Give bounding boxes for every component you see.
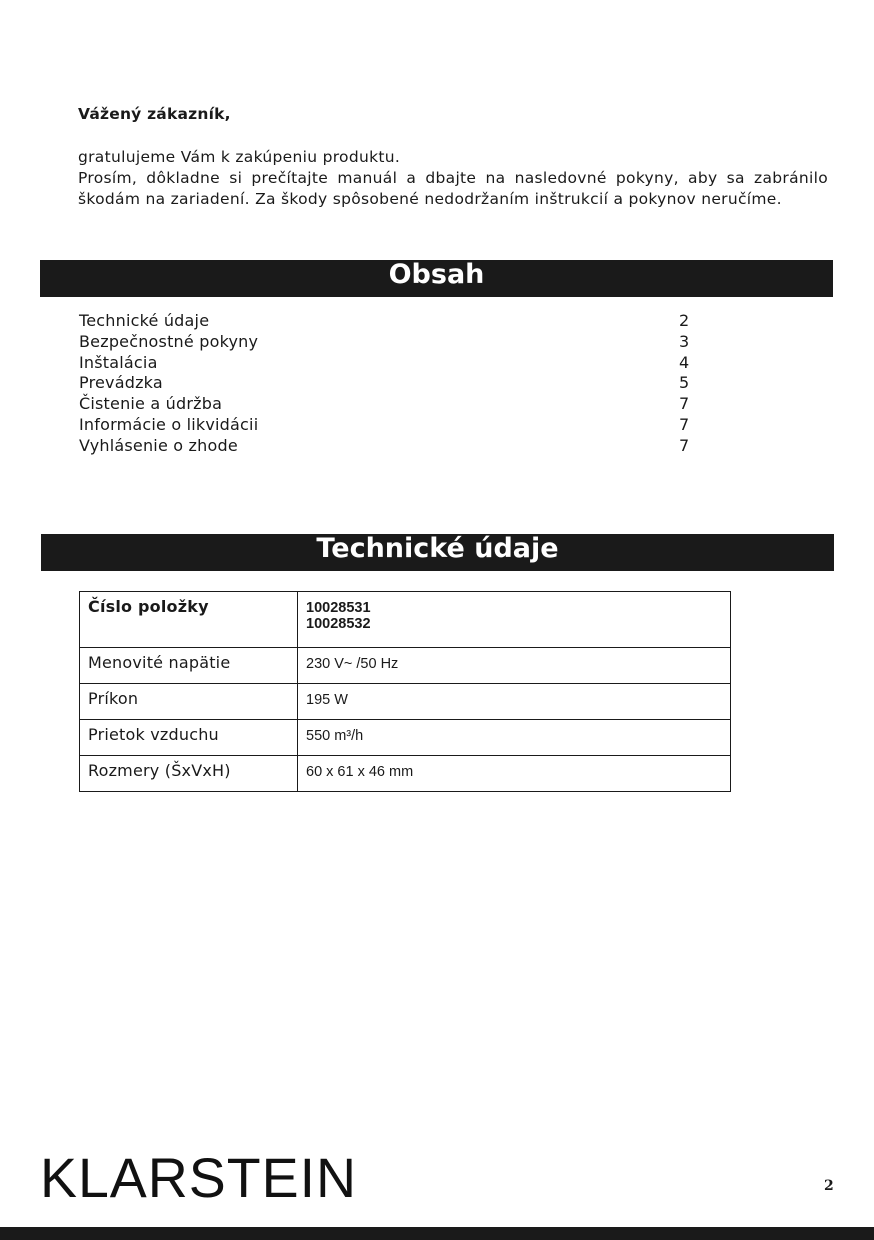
spec-value-line: 10028531	[306, 600, 371, 616]
spec-value: 230 V~ /50 Hz	[298, 648, 731, 684]
spec-value: 60 x 61 x 46 mm	[298, 756, 731, 792]
toc-item-page: 3	[679, 331, 690, 351]
toc-item[interactable]	[79, 332, 699, 353]
spec-value: 195 W	[298, 684, 731, 720]
toc-item-label: Inštalácia	[79, 352, 158, 372]
spec-key: Číslo položky	[80, 592, 298, 648]
table-row	[80, 684, 731, 720]
footer-bar	[0, 1227, 874, 1240]
table-of-contents	[79, 311, 699, 457]
brand-logo: KLARSTEIN	[40, 1146, 358, 1209]
greeting: Vážený zákazník,	[78, 105, 231, 123]
specs-heading: Technické údaje	[41, 534, 834, 571]
spec-key: Menovité napätie	[80, 648, 298, 684]
toc-item[interactable]	[79, 436, 699, 457]
toc-item-label: Vyhlásenie o zhode	[79, 435, 238, 455]
toc-item-page: 7	[679, 394, 690, 414]
intro-line-2: Prosím, dôkladne si prečítajte manuál a dbajte na nasledovné pokyny, aby sa zabránilo škodám na zariadení. Za škody spôsobené nedodržaním inštrukcií a pokynov neručíme.	[78, 169, 828, 208]
intro-text	[78, 147, 828, 210]
toc-item[interactable]	[79, 415, 699, 436]
spec-key: Rozmery (ŠxVxH)	[80, 756, 298, 792]
specs-table	[79, 591, 731, 792]
toc-item-label: Čistenie a údržba	[79, 394, 223, 414]
spec-value: 550 m³/h	[298, 720, 731, 756]
spec-value	[298, 592, 731, 648]
toc-item-page: 2	[679, 311, 690, 330]
spec-key: Prietok vzduchu	[80, 720, 298, 756]
toc-item[interactable]	[79, 373, 699, 394]
spec-key: Príkon	[80, 684, 298, 720]
table-row	[80, 648, 731, 684]
spec-value-line: 10028532	[306, 616, 371, 632]
toc-heading: Obsah	[40, 260, 833, 297]
toc-item[interactable]	[79, 394, 699, 415]
toc-item-page: 7	[679, 414, 690, 434]
toc-item-page: 7	[679, 435, 690, 455]
toc-item[interactable]	[79, 311, 699, 332]
toc-item-page: 4	[679, 352, 690, 372]
table-row	[80, 720, 731, 756]
toc-item-label: Informácie o likvidácii	[79, 414, 259, 434]
toc-item-label: Technické údaje	[79, 311, 210, 330]
toc-item[interactable]	[79, 353, 699, 374]
toc-item-label: Bezpečnostné pokyny	[79, 331, 259, 351]
page-number: 2	[824, 1178, 834, 1194]
toc-item-label: Prevádzka	[79, 373, 163, 393]
table-row	[80, 756, 731, 792]
toc-item-page: 5	[679, 373, 690, 393]
intro-line-1: gratulujeme Vám k zakúpeniu produktu.	[78, 148, 401, 166]
table-row	[80, 592, 731, 648]
